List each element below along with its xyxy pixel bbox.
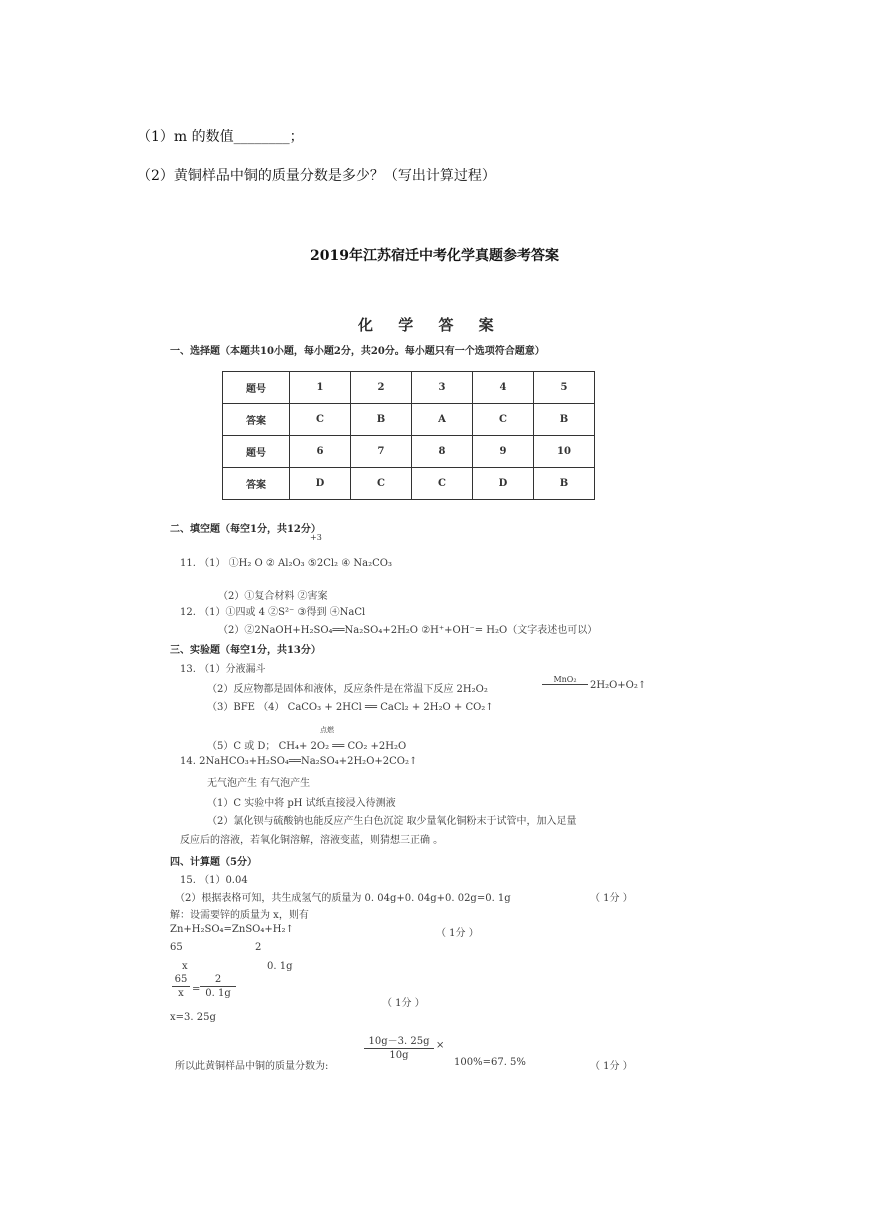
answer-13-2-product: 2H₂O+O₂↑ [590, 680, 647, 691]
points-label: （ 1分 ） [590, 893, 633, 904]
ignition-label: 点燃 [320, 726, 334, 734]
answer-14-4: （2）氯化钡与硫酸钠也能反应产生白色沉淀 取少量氧化铜粉末于试管中，加入足量 [207, 816, 577, 827]
table-row [223, 404, 595, 436]
numerator: 2 [214, 974, 222, 985]
section-experiment: 三、实验题（每空1分，共13分） [170, 645, 321, 656]
fraction-bar [200, 986, 236, 987]
table-cell: 答案 [223, 404, 290, 436]
answer-12-2: （2）②2NaOH+H₂SO₄══Na₂SO₄+2H₂O ②H⁺+OH⁻= H₂O（文字表述也可以） [218, 625, 598, 636]
denominator: 10g [389, 1050, 409, 1061]
answer-15-6b: 0. 1g [267, 961, 293, 972]
table-cell: 6 [290, 436, 351, 468]
table-cell: 题号 [223, 372, 290, 404]
answer-15-result: x=3. 25g [170, 1012, 216, 1023]
answer-table [222, 371, 595, 500]
table-cell: 10 [534, 436, 595, 468]
table-cell: 1 [290, 372, 351, 404]
answer-15-percent: 100%=67. 5% [454, 1057, 526, 1068]
answer-sheet-title: 化 学 答 案 [358, 316, 504, 334]
table-cell: 9 [473, 436, 534, 468]
answer-15-5a: 65 [170, 942, 183, 953]
table-cell: B [534, 468, 595, 500]
numerator: 10g－3. 25g [368, 1036, 430, 1047]
table-cell: 8 [412, 436, 473, 468]
table-row [223, 436, 595, 468]
table-cell: 5 [534, 372, 595, 404]
answer-15-final: 所以此黄铜样品中铜的质量分数为: [175, 1061, 329, 1072]
table-cell: 3 [412, 372, 473, 404]
answer-15-2: （2）根据表格可知，共生成氢气的质量为 0. 04g+0. 04g+0. 02g=0. 1g [175, 893, 511, 904]
catalyst-label: MnO₂ [542, 675, 588, 685]
fraction-2-over-01g [200, 974, 236, 999]
table-cell: 2 [351, 372, 412, 404]
answer-14-1: 14. 2NaHCO₃+H₂SO₄══Na₂SO₄+2H₂O+2CO₂↑ [180, 756, 418, 767]
answer-15-5b: 2 [255, 942, 262, 953]
table-cell: 4 [473, 372, 534, 404]
answer-14-2: 无气泡产生 有气泡产生 [207, 778, 311, 789]
table-cell: C [473, 404, 534, 436]
table-cell: 7 [351, 436, 412, 468]
table-cell: B [534, 404, 595, 436]
fraction-65-over-x [172, 974, 190, 999]
fraction-bar [172, 986, 190, 987]
answer-15-3: 解：设需要锌的质量为 x，则有 [170, 910, 309, 921]
times-sign: × [436, 1040, 445, 1051]
question-2: （2）黄铜样品中铜的质量分数是多少？（写出计算过程） [137, 168, 496, 184]
denominator: x [178, 988, 184, 999]
answer-15-1: 15. （1）0.04 [180, 875, 248, 886]
points-label: （ 1分 ） [590, 1061, 633, 1072]
answer-12-1: 12. （1）①四或 4 ②S²⁻ ③得到 ④NaCl [180, 607, 366, 618]
answer-13-5: （5）C 或 D； CH₄+ 2O₂ ══ CO₂ +2H₂O [207, 741, 407, 752]
question-1: （1）m 的数值________； [137, 129, 304, 145]
fraction-copper-ratio [364, 1032, 434, 1061]
table-row [223, 468, 595, 500]
table-cell: C [290, 404, 351, 436]
table-cell: 答案 [223, 468, 290, 500]
table-cell: 题号 [223, 436, 290, 468]
table-row [223, 372, 595, 404]
table-cell: B [351, 404, 412, 436]
table-cell: C [412, 468, 473, 500]
section-fill-in: 二、填空题（每空1分，共12分） [170, 524, 321, 535]
fraction-bar [364, 1048, 434, 1049]
answer-heading: 2019年江苏宿迁中考化学真题参考答案 [310, 248, 559, 264]
table-cell: D [473, 468, 534, 500]
answer-14-5: 反应后的溶液，若氧化铜溶解，溶液变蓝，则猜想三正确 。 [180, 835, 444, 846]
answer-13-1: 13. （1）分液漏斗 [180, 664, 266, 675]
table-cell: D [290, 468, 351, 500]
section-calculation: 四、计算题（5分） [170, 857, 257, 868]
numerator: 65 [174, 974, 188, 985]
equals-sign: = [192, 984, 201, 995]
answer-11-1: 11. （1） ①H₂ O ② Al₂O₃ ⑤2Cl₂ ④ Na₂CO₃ [180, 558, 392, 569]
answer-14-3: （1）C 实验中将 pH 试纸直接浸入待测液 [207, 798, 396, 809]
section-multiple-choice: 一、选择题（本题共10小题，每小题2分，共20分。每小题只有一个选项符合题意） [170, 346, 545, 357]
answer-13-2: （2）反应物都是固体和液体，反应条件是在常温下反应 2H₂O₂ [207, 684, 488, 695]
valence-label: +3 [310, 533, 322, 542]
answer-15-4: Zn+H₂SO₄=ZnSO₄+H₂↑ [170, 924, 294, 935]
answer-13-3: （3）BFE （4） CaCO₃ + 2HCl ══ CaCl₂ + 2H₂O + CO₂↑ [207, 702, 494, 713]
points-label: （ 1分 ） [436, 928, 479, 939]
denominator: 0. 1g [205, 988, 231, 999]
table-cell: A [412, 404, 473, 436]
points-label: （ 1分 ） [382, 998, 425, 1009]
table-cell: C [351, 468, 412, 500]
answer-11-2: （2）①复合材料 ②害案 [218, 591, 328, 602]
answer-15-6a: x [182, 961, 188, 972]
scanned-answer-sheet [170, 300, 650, 1090]
